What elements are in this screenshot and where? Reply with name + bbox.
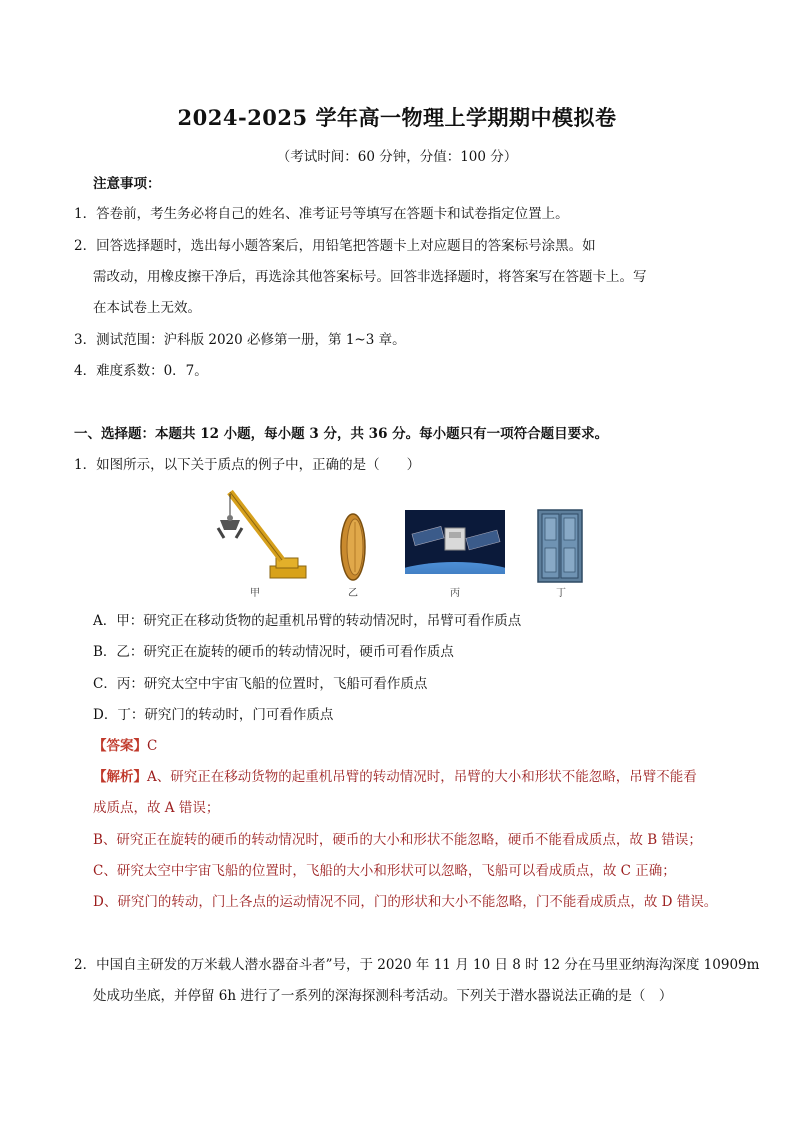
figure-label-ding: 丁 (556, 588, 566, 599)
notice-item-2-end: 在本试卷上无效。 (93, 300, 201, 316)
notice-item-2-cont: 需改动，用橡皮擦干净后，再选涂其他答案标号。回答非选择题时，将答案写在答题卡上。写 (93, 269, 647, 285)
option-c: C．丙：研究太空中宇宙飞船的位置时，飞船可看作质点 (93, 676, 428, 692)
option-b: B．乙：研究正在旋转的硬币的转动情况时，硬币可看作质点 (93, 644, 454, 660)
notice-heading: 注意事项： (93, 176, 161, 192)
spacecraft-image (405, 510, 505, 574)
notice-item-3: 3．测试范围：沪科版 2020 必修第一册，第 1~3 章。 (74, 332, 406, 348)
answer-tag: 【答案】 (93, 738, 147, 754)
option-a: A．甲：研究正在移动货物的起重机吊臂的转动情况时，吊臂可看作质点 (93, 613, 522, 629)
answer-value: C (147, 738, 158, 754)
option-d: D．丁：研究门的转动时，门可看作质点 (93, 707, 334, 723)
notice-item-2: 2．回答选择题时，选出每小题答案后，用铅笔把答题卡上对应题目的答案标号涂黑。如 (74, 238, 596, 254)
analysis-text-1: A、研究正在移动货物的起重机吊臂的转动情况时，吊臂的大小和形状不能忽略，吊臂不能看 (147, 769, 697, 785)
analysis-line-4: C、研究太空中宇宙飞船的位置时，飞船的大小和形状可以忽略，飞船可以看成质点，故 C 正确； (93, 863, 676, 879)
exam-info: （考试时间：60 分钟，分值：100 分） (276, 149, 518, 165)
analysis-line-2: 成质点，故 A 错误； (93, 800, 220, 816)
figure-label-jia: 甲 (250, 588, 260, 599)
question-1-stem: 1．如图所示，以下关于质点的例子中，正确的是（ ） (74, 457, 421, 473)
analysis-line-1 (93, 767, 697, 787)
coin-image (338, 512, 368, 582)
section-heading: 一、选择题：本题共 12 小题，每小题 3 分，共 36 分。每小题只有一项符合题目要求。 (74, 426, 609, 442)
analysis-tag: 【解析】 (93, 769, 147, 785)
door-image (532, 508, 588, 584)
analysis-line-3: B、研究正在旋转的硬币的转动情况时，硬币的大小和形状不能忽略，硬币不能看成质点，故 B 错误； (93, 832, 702, 848)
figure-label-bing: 丙 (450, 588, 460, 599)
analysis-line-5: D、研究门的转动，门上各点的运动情况不同，门的形状和大小不能忽略，门不能看成质点，故 D 错误。 (93, 894, 718, 910)
notice-item-4: 4．难度系数：0．7。 (74, 363, 208, 379)
question-1-figure (210, 488, 590, 598)
question-2-line-1: 2．中国自主研发的万米载人潜水器奋斗者”号，于 2020 年 11 月 10 日 8 时 12 分在马里亚纳海沟深度 10909m (74, 957, 760, 973)
notice-item-1: 1．答卷前，考生务必将自己的姓名、准考证号等填写在答题卡和试卷指定位置上。 (74, 206, 569, 222)
page-title: 2024-2025 学年高一物理上学期期中模拟卷 (177, 105, 617, 130)
figure-label-yi: 乙 (348, 588, 358, 599)
answer-line (93, 736, 157, 756)
question-2-line-2: 处成功坐底，并停留 6h 进行了一系列的深海探测科考活动。下列关于潜水器说法正确的是（ ） (93, 988, 673, 1004)
crane-image (210, 488, 310, 580)
